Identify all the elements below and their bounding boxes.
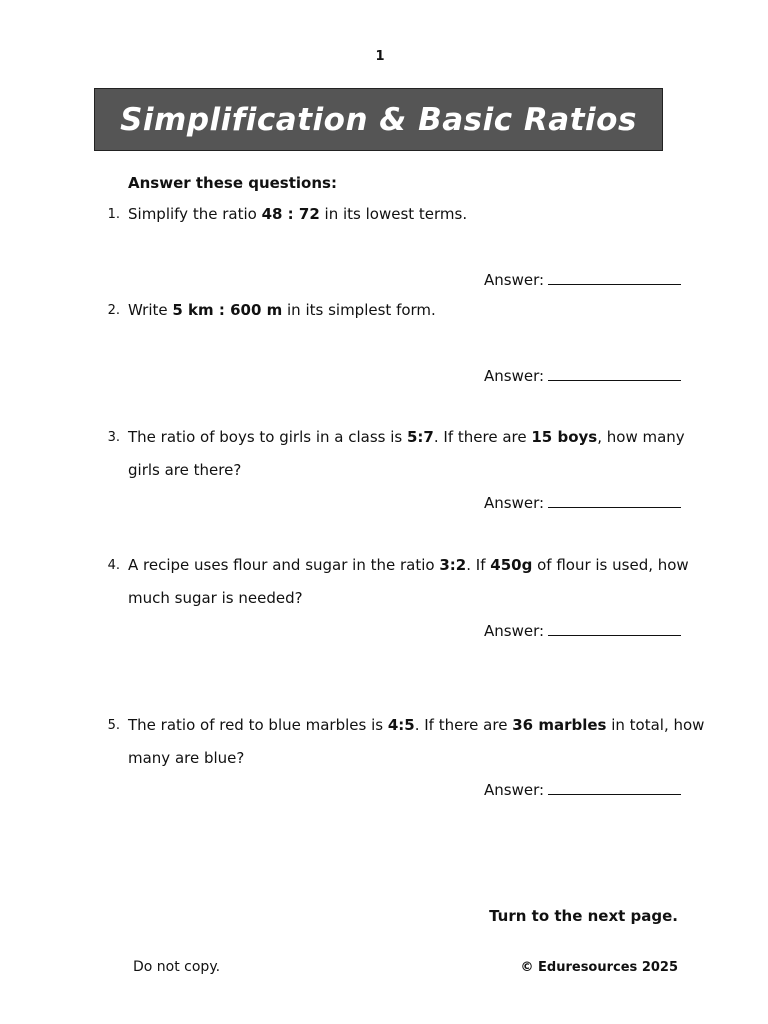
answer-row [484,621,684,640]
question-number: 5. [107,718,120,733]
question-text: in total, how [606,716,705,734]
question-text: of flour is used, how [532,556,689,574]
turn-page-note: Turn to the next page. [489,907,678,925]
question-text: much sugar is needed? [128,589,303,607]
answer-blank-line[interactable] [548,366,681,381]
question-text: girls are there? [128,461,242,479]
copyright-warning: Do not copy. [133,959,221,975]
question-text: . If there are [414,716,513,734]
question-key-value: 450g [490,556,533,574]
instruction-heading: Answer these questions: [128,174,337,192]
question-text: . If there are [433,428,532,446]
question-text: in its lowest terms. [319,205,468,223]
question-key-value: 48 : 72 [261,205,320,223]
question-text-line [128,205,680,223]
question-key-value: 5:7 [407,428,434,446]
question-text: The ratio of red to blue marbles is [128,716,388,734]
question-text-line [128,428,685,446]
question-text: A recipe uses flour and sugar in the ratio [128,556,440,574]
question-number: 1. [107,207,120,222]
page-number: 1 [375,49,385,64]
question-key-value: 3:2 [439,556,467,574]
question-key-value: 15 boys [531,428,598,446]
question-text: in its simplest form. [282,301,436,319]
title-banner [94,88,663,151]
question-text: many are blue? [128,749,245,767]
question-text: The ratio of boys to girls in a class is [128,428,407,446]
copyright-notice: © Eduresources 2025 [520,960,678,975]
answer-row [484,493,684,512]
answer-row [484,270,684,289]
question-number: 3. [107,430,120,445]
answer-label: Answer: [484,622,545,640]
question-text-line [128,716,705,734]
answer-label: Answer: [484,367,545,385]
answer-label: Answer: [484,781,545,799]
answer-blank-line[interactable] [548,270,681,285]
answer-blank-line[interactable] [548,780,681,795]
answer-label: Answer: [484,494,545,512]
answer-row [484,366,684,385]
answer-label: Answer: [484,271,545,289]
question-number: 4. [107,558,120,573]
page-title: Simplification & Basic Ratios [120,101,637,138]
question-text-line [128,461,680,479]
question-text-line [128,556,689,574]
question-key-value: 36 marbles [512,716,607,734]
question-text: Write [128,301,173,319]
question-text-line [128,589,680,607]
question-key-value: 5 km : 600 m [172,301,283,319]
question-text: . If [466,556,491,574]
question-text-line [128,301,680,319]
answer-blank-line[interactable] [548,621,681,636]
question-number: 2. [107,303,120,318]
answer-blank-line[interactable] [548,493,681,508]
answer-row [484,780,684,799]
question-text: , how many [597,428,685,446]
question-key-value: 4:5 [387,716,415,734]
question-text: Simplify the ratio [128,205,262,223]
question-text-line [128,749,680,767]
